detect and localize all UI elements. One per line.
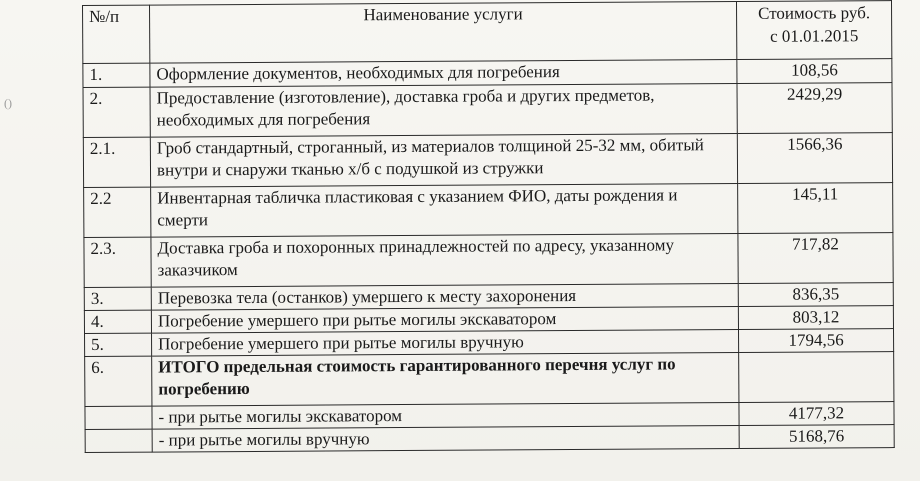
row-number xyxy=(85,406,152,429)
table-row xyxy=(84,233,893,288)
row-service-name: ИТОГО предельная стоимость гарантированного перечня услуг по погребению xyxy=(152,352,739,406)
table-row-total xyxy=(85,352,894,407)
table-row xyxy=(85,425,894,453)
header-cost-line1: Стоимость руб. xyxy=(757,3,871,23)
row-cost xyxy=(739,352,894,403)
row-number: 5. xyxy=(85,333,152,356)
row-number: 2. xyxy=(83,87,150,137)
row-number: 4. xyxy=(84,310,151,333)
table-header-row xyxy=(83,1,892,64)
header-cost-line2: с 01.01.2015 xyxy=(769,26,859,46)
row-cost: 145,11 xyxy=(738,183,893,234)
row-service-name: Предоставление (изготовление), доставка гроба и других предметов, необходимых для погребения xyxy=(150,84,737,138)
row-service-name: Погребение умершего при рытье могилы экскаватором xyxy=(151,306,738,333)
margin-mark: () xyxy=(4,96,12,110)
row-service-name: Погребение умершего при рытье могилы вручную xyxy=(152,329,739,356)
services-price-table xyxy=(82,0,895,453)
header-service-name: Наименование услуги xyxy=(150,2,737,64)
row-number: 2.3. xyxy=(84,237,151,287)
row-cost: 4177,32 xyxy=(739,402,894,426)
row-cost: 1794,56 xyxy=(738,329,893,353)
row-service-name: Доставка гроба и похоронных принадлежностей по адресу, указанному заказчиком xyxy=(151,233,738,287)
row-service-name: Инвентарная табличка пластиковая с указанием ФИО, даты рождения и смерти xyxy=(151,183,738,237)
row-cost: 5168,76 xyxy=(739,425,894,449)
row-service-name: - при рытье могилы вручную xyxy=(152,425,739,452)
row-service-name: Гроб стандартный, строганный, из материалов толщиной 25-32 мм, обитый внутри и снаружи тканью х/б с подушкой из стружки xyxy=(150,133,737,187)
row-number: 2.1. xyxy=(83,137,150,187)
row-number: 1. xyxy=(83,63,150,87)
row-cost: 1566,36 xyxy=(737,133,892,184)
row-cost: 836,35 xyxy=(738,283,893,307)
row-number: 2.2 xyxy=(84,187,151,237)
row-number: 3. xyxy=(84,287,151,310)
table-row xyxy=(83,133,892,188)
row-cost: 2429,29 xyxy=(737,83,892,134)
row-number xyxy=(85,429,152,452)
row-cost: 803,12 xyxy=(738,306,893,330)
row-service-name: Оформление документов, необходимых для погребения xyxy=(150,60,737,88)
row-service-name: Перевозка тела (останков) умершего к месту захоронения xyxy=(151,283,738,310)
row-service-name: - при рытье могилы экскаватором xyxy=(152,402,739,429)
table-row xyxy=(83,83,892,138)
header-cost xyxy=(736,1,891,60)
row-cost: 108,56 xyxy=(737,59,892,84)
table-row xyxy=(84,183,893,238)
row-cost: 717,82 xyxy=(738,233,893,284)
row-number: 6. xyxy=(85,356,152,406)
header-number: №/п xyxy=(83,5,150,63)
